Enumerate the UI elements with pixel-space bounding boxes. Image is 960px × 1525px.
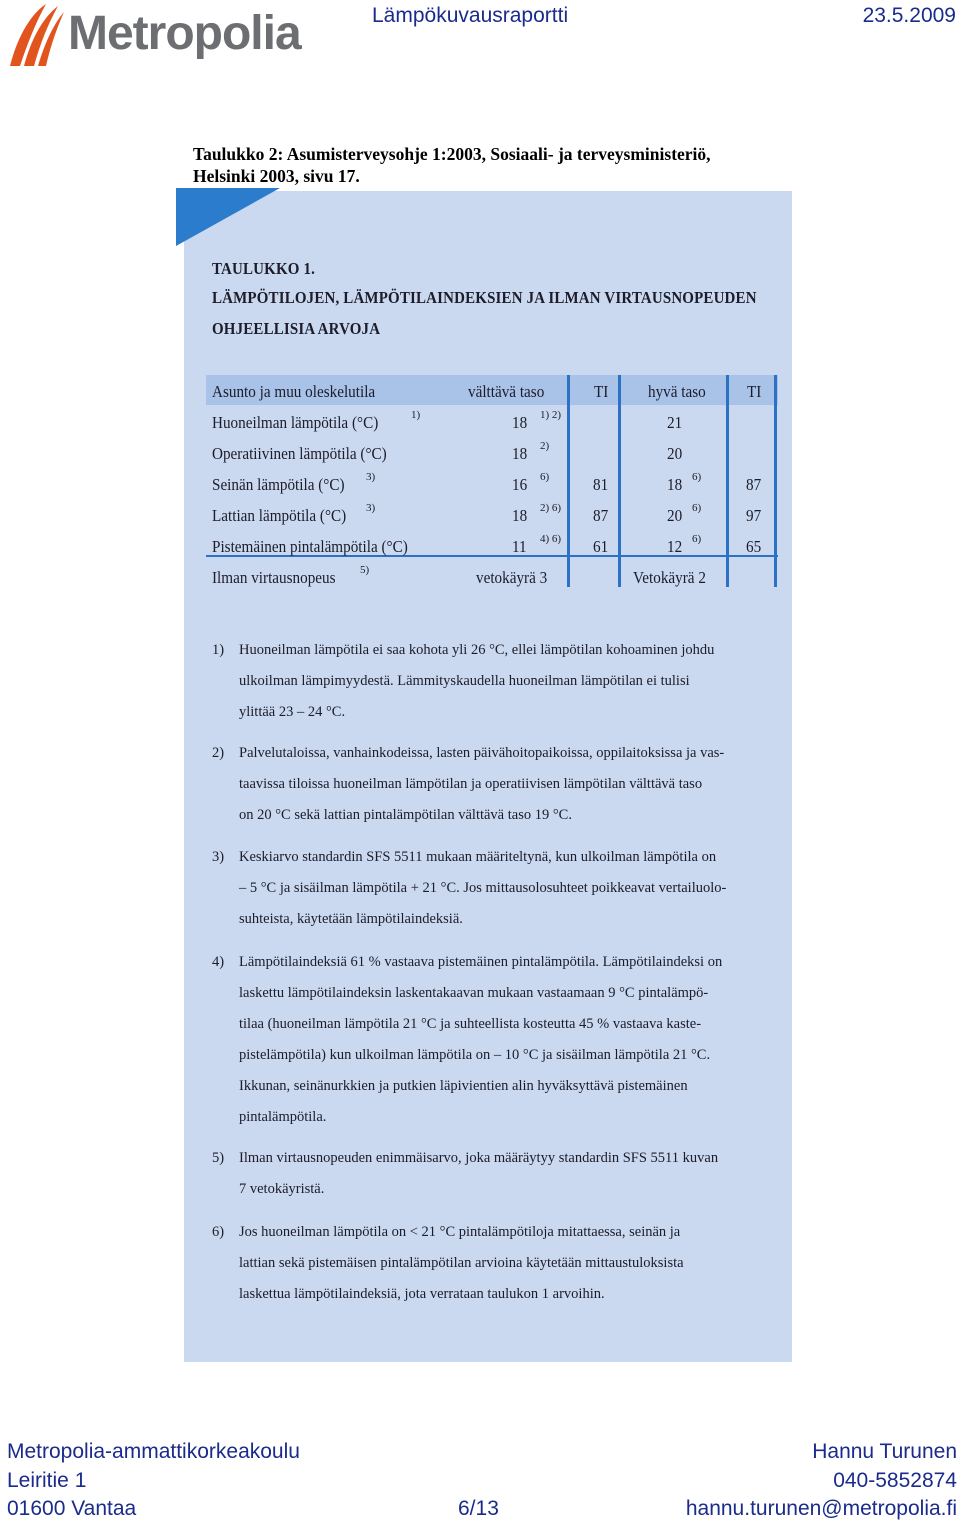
footnote-number: 4): [212, 954, 225, 970]
footnote-line: Ikkunan, seinänurkkien ja putkien läpivientien alin hyväksyttävä pistemäinen: [239, 1078, 688, 1094]
logo-text: Metropolia: [68, 7, 301, 60]
row-label: Operatiivinen lämpötila (°C): [212, 444, 387, 463]
caption-line: Helsinki 2003, sivu 17.: [193, 166, 360, 186]
row-label: Pistemäinen pintalämpötila (°C): [212, 537, 408, 556]
row-label: Huoneilman lämpötila (°C): [212, 413, 379, 432]
scan-heading: OHJEELLISIA ARVOJA: [212, 319, 381, 338]
row-label: Seinän lämpötila (°C): [212, 475, 345, 494]
footnote-ref: 6): [692, 502, 702, 514]
footnote-ref: 4) 6): [540, 533, 562, 545]
footnote-line: – 5 °C ja sisäilman lämpötila + 21 °C. Jos mittausolosuhteet poikkeavat vertailuolo-: [239, 880, 727, 896]
scanned-table: [184, 191, 792, 1362]
footnote-line: Keskiarvo standardin SFS 5511 mukaan määriteltynä, kun ulkoilman lämpötila on: [239, 849, 717, 865]
footnote-line: pintalämpötila.: [239, 1109, 327, 1125]
footnote-line: tilaa (huoneilman lämpötila 21 °C ja suhteellista kosteutta 45 % vastaava kaste-: [239, 1016, 702, 1032]
footnote-line: laskettu lämpötilaindeksin laskentakaavan mukaan vastaamaan 9 °C pintalämpö-: [239, 985, 709, 1001]
footnote-line: ylittää 23 – 24 °C.: [239, 704, 346, 720]
value-cell: 11: [512, 537, 527, 556]
ti-cell: 87: [593, 506, 609, 525]
footnote-ref: 3): [366, 502, 376, 514]
footnote-line: laskettua lämpötilaindeksiä, jota verrataan taulukon 1 arvoihin.: [239, 1286, 605, 1302]
ti-cell: 97: [746, 506, 762, 525]
column-header: TI: [747, 382, 762, 401]
value-cell: 18: [512, 506, 528, 525]
table-caption: [193, 143, 813, 187]
caption-line: Taulukko 2: Asumisterveysohje 1:2003, Sosiaali- ja terveysministeriö,: [193, 144, 711, 164]
footer-city: 01600 Vantaa: [7, 1497, 137, 1520]
value-cell: vetokäyrä 3: [476, 568, 548, 587]
row-label: Ilman virtausnopeus: [212, 568, 336, 587]
column-header: hyvä taso: [648, 382, 706, 401]
metropolia-logo: [6, 2, 301, 68]
footnote-line: 7 vetokäyristä.: [239, 1181, 325, 1197]
footnote-number: 1): [212, 642, 225, 658]
ti-cell: 65: [746, 537, 762, 556]
value-cell: 18: [512, 413, 528, 432]
value-cell: 18: [512, 444, 528, 463]
footnote-ref: 6): [692, 533, 702, 545]
value-cell: 20: [667, 506, 683, 525]
footnote-number: 6): [212, 1224, 225, 1240]
ti-cell: 81: [593, 475, 609, 494]
footnote-ref: 3): [366, 471, 376, 483]
footnote-line: Jos huoneilman lämpötila on < 21 °C pintalämpötiloja mitattaessa, seinän ja: [239, 1224, 681, 1240]
page-number: 6/13: [458, 1497, 499, 1520]
footnote-line: suhteista, käytetään lämpötilaindeksiä.: [239, 911, 463, 927]
value-cell: 12: [667, 537, 683, 556]
footnote-number: 2): [212, 745, 225, 761]
footer-author: Hannu Turunen: [812, 1440, 957, 1463]
column-header: TI: [594, 382, 609, 401]
report-date: 23.5.2009: [862, 4, 956, 27]
value-cell: 20: [667, 444, 683, 463]
value-cell: Vetokäyrä 2: [633, 568, 706, 587]
column-header: Asunto ja muu oleskelutila: [212, 382, 376, 401]
scan-table-title: TAULUKKO 1.: [212, 259, 316, 278]
ti-cell: 87: [746, 475, 762, 494]
footnote-ref: 5): [360, 564, 370, 576]
scan-heading: LÄMPÖTILOJEN, LÄMPÖTILAINDEKSIEN JA ILMAN VIRTAUSNOPEUDEN: [212, 288, 757, 307]
footnote-line: on 20 °C sekä lattian pintalämpötilan välttävä taso 19 °C.: [239, 807, 572, 823]
corner-decoration-icon: [176, 188, 280, 248]
value-cell: 16: [512, 475, 528, 494]
footnote-line: taavissa tiloissa huoneilman lämpötilan ja operatiivisen lämpötilan välttävä taso: [239, 776, 703, 792]
footnote-line: ulkoilman lämpimyydestä. Lämmityskaudella huoneilman lämpötilan ei tulisi: [239, 673, 690, 689]
footnote-ref: 6): [692, 471, 702, 483]
footer-phone: 040-5852874: [833, 1469, 957, 1492]
footnote-ref: 1) 2): [540, 409, 562, 421]
footer-org: Metropolia-ammattikorkeakoulu: [7, 1440, 300, 1463]
footnote-ref: 6): [540, 471, 550, 483]
footnote-line: lattian sekä pistemäisen pintalämpötilan arvioina käytetään mittaustuloksista: [239, 1255, 684, 1271]
value-cell: 18: [667, 475, 683, 494]
logo-mark-icon: [6, 2, 66, 68]
footer-email: hannu.turunen@metropolia.fi: [685, 1497, 957, 1520]
footnote-ref: 1): [411, 409, 421, 421]
footnote-number: 3): [212, 849, 225, 865]
footnote-ref: 2): [540, 440, 550, 452]
footer-street: Leiritie 1: [7, 1469, 87, 1492]
footnote-line: pistelämpötila) kun ulkoilman lämpötila on – 10 °C ja sisäilman lämpötila 21 °C.: [239, 1047, 711, 1063]
value-cell: 21: [667, 413, 683, 432]
column-header: välttävä taso: [468, 382, 545, 401]
row-label: Lattian lämpötila (°C): [212, 506, 347, 525]
footnote-line: Lämpötilaindeksiä 61 % vastaava pistemäinen pintalämpötila. Lämpötilaindeksi on: [239, 954, 723, 970]
footnote-number: 5): [212, 1150, 225, 1166]
report-title: Lämpökuvausraportti: [372, 4, 569, 27]
footnote-line: Ilman virtausnopeuden enimmäisarvo, joka määräytyy standardin SFS 5511 kuvan: [239, 1150, 719, 1166]
footnote-line: Palvelutaloissa, vanhainkodeissa, lasten päivähoitopaikoissa, oppilaitoksissa ja vas-: [239, 745, 725, 761]
ti-cell: 61: [593, 537, 609, 556]
footnote-ref: 2) 6): [540, 502, 562, 514]
footnote-line: Huoneilman lämpötila ei saa kohota yli 26 °C, ellei lämpötilan kohoaminen johdu: [239, 642, 715, 658]
